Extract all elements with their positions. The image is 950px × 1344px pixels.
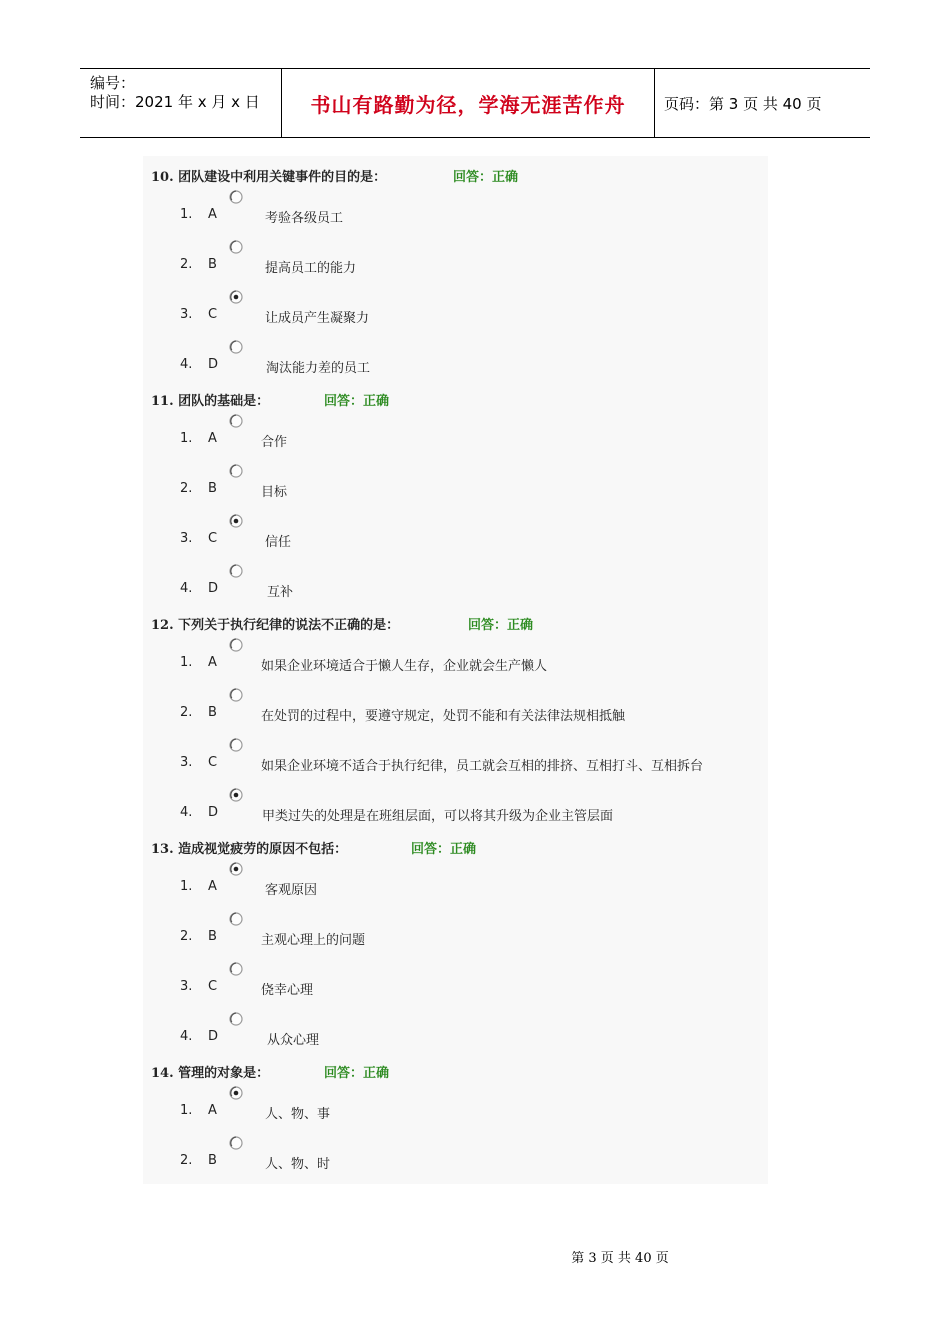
radio-circle-icon	[229, 638, 243, 652]
option-number: 4.	[180, 357, 193, 372]
option-letter: B	[208, 257, 217, 272]
option-letter: D	[208, 1029, 219, 1044]
option-text: 目标	[261, 485, 288, 500]
option-number: 3.	[180, 755, 193, 770]
option-text: 客观原因	[265, 883, 318, 898]
radio-button[interactable]	[229, 340, 243, 354]
radio-button[interactable]	[229, 688, 243, 702]
question-title: 14. 管理的对象是：	[151, 1066, 270, 1081]
radio-circle-icon	[229, 1086, 243, 1100]
option-number: 3.	[180, 307, 193, 322]
radio-circle-icon	[229, 514, 243, 528]
option-letter: C	[208, 307, 218, 322]
radio-button[interactable]	[229, 514, 243, 528]
answer-status: 回答：正确	[411, 842, 477, 857]
radio-button[interactable]	[229, 862, 243, 876]
radio-circle-icon	[229, 240, 243, 254]
radio-selected-dot	[234, 793, 239, 798]
option-number: 2.	[180, 1153, 193, 1168]
radio-circle-icon	[229, 688, 243, 702]
radio-button[interactable]	[229, 1086, 243, 1100]
radio-circle-icon	[229, 1012, 243, 1026]
radio-button[interactable]	[229, 190, 243, 204]
option-letter: D	[208, 357, 219, 372]
radio-circle-icon	[229, 290, 243, 304]
option-number: 3.	[180, 979, 193, 994]
question-title: 10. 团队建设中利用关键事件的目的是：	[151, 170, 387, 185]
header-meta	[80, 69, 280, 137]
option-text: 淘汰能力差的员工	[266, 361, 371, 376]
question-title: 11. 团队的基础是：	[151, 394, 270, 409]
option-letter: B	[208, 705, 217, 720]
radio-button[interactable]	[229, 464, 243, 478]
radio-circle-icon	[229, 912, 243, 926]
radio-circle-icon	[229, 464, 243, 478]
option-number: 1.	[180, 879, 193, 894]
option-letter: A	[208, 655, 217, 670]
page-info: 页码：第 3 页 共 40 页	[664, 94, 822, 113]
option-number: 2.	[180, 705, 193, 720]
option-text: 从众心理	[267, 1033, 320, 1048]
option-text: 如果企业环境不适合于执行纪律，员工就会互相的排挤、互相打斗、互相拆台	[261, 759, 704, 774]
radio-button[interactable]	[229, 564, 243, 578]
option-number: 1.	[180, 431, 193, 446]
radio-circle-icon	[229, 1136, 243, 1150]
radio-circle-icon	[229, 340, 243, 354]
answer-status: 回答：正确	[468, 618, 534, 633]
radio-button[interactable]	[229, 962, 243, 976]
header-motto-cell	[281, 69, 655, 137]
question-title: 13. 造成视觉疲劳的原因不包括：	[151, 842, 348, 857]
option-text: 人、物、事	[265, 1107, 331, 1122]
option-number: 4.	[180, 1029, 193, 1044]
answer-status: 回答：正确	[324, 394, 390, 409]
option-letter: A	[208, 879, 217, 894]
radio-selected-dot	[234, 295, 239, 300]
answer-status: 回答：正确	[453, 170, 519, 185]
radio-circle-icon	[229, 190, 243, 204]
option-number: 2.	[180, 481, 193, 496]
radio-button[interactable]	[229, 240, 243, 254]
option-letter: D	[208, 805, 219, 820]
option-text: 如果企业环境适合于懒人生存，企业就会生产懒人	[261, 659, 548, 674]
option-letter: B	[208, 481, 217, 496]
radio-selected-dot	[234, 1091, 239, 1096]
option-text: 在处罚的过程中，要遵守规定，处罚不能和有关法律法规相抵触	[261, 709, 626, 724]
radio-selected-dot	[234, 519, 239, 524]
option-number: 4.	[180, 581, 193, 596]
option-text: 考验各级员工	[265, 211, 344, 226]
radio-circle-icon	[229, 788, 243, 802]
option-number: 2.	[180, 929, 193, 944]
option-text: 人、物、时	[265, 1157, 331, 1172]
radio-button[interactable]	[229, 738, 243, 752]
time-label: 时间：2021 年 x 月 x 日	[90, 93, 260, 111]
radio-button[interactable]	[229, 1136, 243, 1150]
question-title: 12. 下列关于执行纪律的说法不正确的是：	[151, 618, 400, 633]
header-page-cell	[654, 69, 870, 137]
radio-selected-dot	[234, 867, 239, 872]
option-text: 互补	[267, 585, 294, 600]
answer-status: 回答：正确	[324, 1066, 390, 1081]
radio-button[interactable]	[229, 638, 243, 652]
option-letter: C	[208, 979, 218, 994]
option-number: 1.	[180, 207, 193, 222]
option-letter: C	[208, 531, 218, 546]
radio-button[interactable]	[229, 414, 243, 428]
radio-button[interactable]	[229, 1012, 243, 1026]
radio-circle-icon	[229, 414, 243, 428]
option-text: 甲类过失的处理是在班组层面，可以将其升级为企业主管层面	[262, 809, 614, 824]
option-text: 合作	[261, 435, 288, 450]
option-number: 2.	[180, 257, 193, 272]
page-footer: 第 3 页 共 40 页	[571, 1251, 669, 1266]
number-label: 编号：	[90, 74, 136, 92]
option-text: 主观心理上的问题	[261, 933, 366, 948]
option-number: 1.	[180, 1103, 193, 1118]
option-text: 信任	[265, 535, 292, 550]
option-letter: D	[208, 581, 219, 596]
radio-circle-icon	[229, 738, 243, 752]
radio-button[interactable]	[229, 912, 243, 926]
radio-button[interactable]	[229, 788, 243, 802]
radio-circle-icon	[229, 564, 243, 578]
option-number: 1.	[180, 655, 193, 670]
option-text: 提高员工的能力	[265, 261, 357, 276]
radio-button[interactable]	[229, 290, 243, 304]
option-letter: A	[208, 207, 217, 222]
radio-circle-icon	[229, 962, 243, 976]
radio-circle-icon	[229, 862, 243, 876]
option-letter: C	[208, 755, 218, 770]
option-letter: A	[208, 431, 217, 446]
option-number: 3.	[180, 531, 193, 546]
option-text: 让成员产生凝聚力	[265, 311, 370, 326]
option-letter: B	[208, 1153, 217, 1168]
motto: 书山有路勤为径，学海无涯苦作舟	[310, 92, 626, 117]
option-letter: B	[208, 929, 217, 944]
option-letter: A	[208, 1103, 217, 1118]
option-text: 侥幸心理	[261, 983, 314, 998]
page-header	[80, 68, 870, 138]
option-number: 4.	[180, 805, 193, 820]
